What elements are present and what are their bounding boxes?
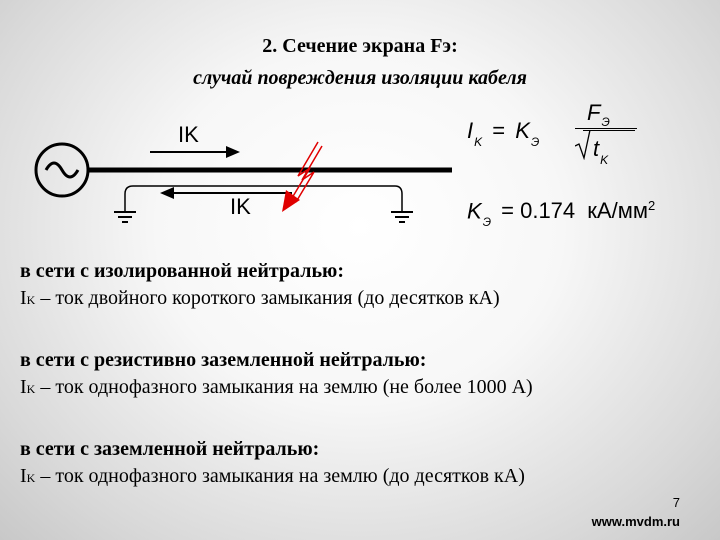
current-bottom-arrow <box>160 187 292 199</box>
cable-fault-schematic <box>0 100 460 240</box>
ac-source-icon <box>36 144 88 196</box>
ground-icon-right <box>391 194 413 222</box>
formula-block <box>455 100 720 238</box>
current-top-arrow <box>150 146 240 158</box>
paragraph-heading: в сети с резистивно заземленной нейтралью: <box>20 349 427 371</box>
paragraph-isolated-neutral <box>20 258 700 314</box>
current-bottom-label: IK <box>230 194 251 219</box>
footer-url[interactable]: www.mvdm.ru <box>591 514 680 529</box>
paragraph-text: IK – ток однофазного замыкания на землю (до десятков кА) <box>20 465 525 487</box>
paragraph-heading: в сети с изолированной нейтралью: <box>20 260 344 282</box>
slide-title <box>0 30 720 94</box>
paragraph-grounded-neutral <box>20 436 700 492</box>
paragraph-text: IK – ток двойного короткого замыкания (до десятков кА) <box>20 287 500 309</box>
slide-body <box>20 258 700 525</box>
current-top-label: IK <box>178 122 199 147</box>
lightning-fault-icon <box>282 142 322 212</box>
paragraph-resistive-neutral <box>20 347 700 403</box>
page-number: 7 <box>672 495 680 510</box>
formula-coefficient: $K_Э = 0.174$ $кА/мм^2$ <box>467 198 656 230</box>
paragraph-heading: в сети с заземленной нейтралью: <box>20 438 320 460</box>
title-line-2: случай повреждения изоляции кабеля <box>193 67 527 89</box>
ground-icon <box>114 186 402 222</box>
formula-current: $I_K = K_Э$ $F_Э$ $t_K$ <box>467 118 539 144</box>
formula-fraction: $F_Э$ $t_K$ <box>575 100 635 172</box>
title-line-1: 2. Сечение экрана Fэ: <box>262 35 458 57</box>
paragraph-text: IK – ток однофазного замыкания на землю (не более 1000 А) <box>20 376 533 398</box>
sqrt-icon <box>575 130 591 160</box>
